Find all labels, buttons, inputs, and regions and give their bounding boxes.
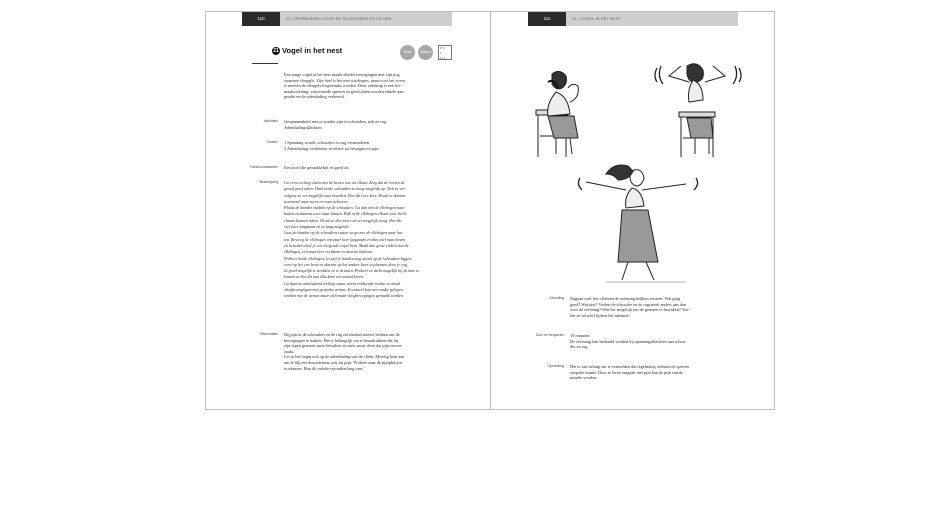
label-duur-frequentie: Duur en frequentie [535,333,564,337]
label-beschrijving: Beschrijving [259,180,278,184]
exercise-title [272,46,342,55]
page-gutter [490,12,491,409]
intro-paragraph: Een jonge vogel in het nest maakt allerlei bewegingen met zijn nog stramme vleugels. Zijn doel is het nest uitvliegen, maar voor het zover is moeten de vleugels losgemaakt worden. Deze oefening is een los- maakoefening: vastzittende spieren en gewrichten worden enkele aan- gezakt en de ademhaling verbeterd. [284,72,406,100]
position-pill-standing: Staand [418,45,433,60]
beschrijving-text: Ga eerst rechtop zitten met de benen iets uit elkaar. Zorg dat de voeten de grond goed raken. Haal beide schouders zo hoog mogelijk op. Trek ze ver- volgens zo ver mogelijk naar beneden. Doe dit twee keer. Draai ze daarna tweemaal naar voren en naar achteren. Plaats de handen midden op de schouders. Ga dan met de ellebogen naar buiten en daarna weer naar binnen. Kijk of de ellebogen elkaar voor het li- chaam kunnen raken. Draai ze dan zover zo ver mogelijk terug. Doe dit vier keer langzaam en zo laag mogelijk. Laat de handen op de schouders rusten en ga met de ellebogen naar bui- ten. Beweeg de ellebogen een paar keer langzaam en dan snel naar boven en beneden alsof je een vliegende vogel bent. Maak dan grote cirkels met de ellebogen, een paar keer rechtsom en daarna linksom. Probeer beide ellebogen, terwijl je handen nog steeds op de schouders liggen, eerst op het ene been en daarna op het andere been te plaatsen door je rug, zo goed mogelijk te strekken en te draaien. Probeer zo dicht mogelijk bij de knie te komen en doe dit aan elke kant een aantal keren. Ga daarna aansluitend rechtop staan, neem voldoende ruimte en maak vliegbewegingen met gestrekte armen. Eventueel kan een rondje gelopen worden met de armen maar zich maar vliegbewegingen gemaakt worden. [284,180,420,299]
observaties-text: Bij pijn in de schouders en de rug zal iemand moeite hebben om de bewegingen te maken. Het is belangrijk om te benadrukken dat hij zijn eigen grenzen moet bewaken en niets moet doen dat pijn veroor- zaakt. Let in het begin ook op de ademhaling van de cliënt. Moedig hem aan om te blijven doorademen, ook bij pijn: 'Probeer naar de pijnplek toe te ademen. Hou dit enkele seconden lang vast.' [284,332,405,371]
right-running-head: 21 | VOGEL IN HET NEST [572,17,622,21]
illustration-seated-elbows-out [651,52,746,162]
opmerking-text: Het is van belang om te vermelden dat regelmatig oefenen de spieren soepeler maakt. Door te leren omgaan met pijn kan de pijn steeds minder worden. [570,364,689,381]
left-running-header [242,12,452,26]
indicaties-text: Gespannenheid met of zonder pijn in schouders, nek en rug. Ademhalingsklachten. [284,119,388,130]
left-running-head: 14 | OEFENINGEN VOOR DE SCHOUDERS EN DE NEK [286,17,392,21]
label-opmerking: Opmerking [547,364,564,368]
exercise-number-badge: 21 [273,48,279,54]
exercise-title-text: Vogel in het nest [282,46,343,55]
duur-text: 10 minuten. De oefening kan herhaald worden bij spanningsklachten aan schou- der en rug. [570,333,687,350]
label-observaties: Observaties [259,332,278,336]
position-pill-chair: Stoel [400,45,415,60]
title-rule [252,63,278,64]
book-spread [205,11,775,410]
afronding-text: Nagaan over hoe cliënten de oefening hebben ervaren. Wat ging goed? Wat niet? Voelen de schouder en de rugstreek anders aan dan voor de oefening? Was het mogelijk om de grenzen te bewaken? Voe- len ze verschil tijdens het ademen? [570,296,690,318]
label-afronding: Afronding [549,296,564,300]
illustration-seated-shoulders-down [526,52,616,162]
label-randvoorwaarden: Randvoorwaarden [250,165,278,169]
label-doelen: Doelen [267,140,278,144]
illustration-standing-wings [576,160,706,285]
left-page-number: 110 [242,12,280,26]
label-indicaties: Indicaties [263,119,278,123]
right-running-header [528,12,738,26]
doelen-list: 1 Spanning in nek, schouders en rug verminderen. 2 Ademhaling verbeteren in relatie tot bewegen en pijn. [284,140,380,151]
right-page-number: 111 [528,12,566,26]
difficulty-dots: • • • • • • • [438,45,452,60]
randvoorwaarden-text: Een stoel die gemakkelijk en goed zit. [284,165,350,170]
